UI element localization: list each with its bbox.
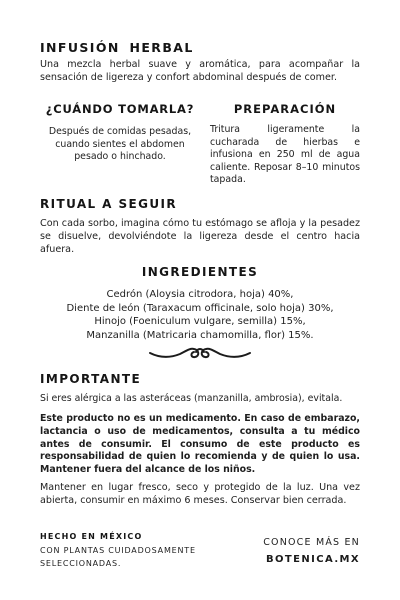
swirl-divider-icon (148, 342, 252, 362)
ritual-heading: RITUAL A SEGUIR (40, 197, 177, 211)
made-in-text: CON PLANTAS CUIDADOSAMENTE SELECCIONADAS. (40, 546, 196, 568)
ritual-text: Con cada sorbo, imagina cómo tu estómago se afloja y la pesadez se disuelve, devolviéndote la ligereza desde el centro hacia afuera. (40, 218, 360, 255)
when-to-take-heading: ¿CUÁNDO TOMARLA? (45, 102, 195, 116)
storage-instructions: Mantener en lugar fresco, seco y protegido de la luz. Una vez abierta, consumir en máximo 6 meses. Conservar bien cerrada. (40, 482, 360, 506)
learn-more-text: CONOCE MÁS EN (263, 537, 360, 548)
allergy-notice: Si eres alérgica a las asteráceas (manzanilla, ambrosia), evitala. (40, 393, 343, 404)
website-link[interactable]: BOTENICA.MX (266, 554, 360, 565)
ingredients-list (0, 288, 400, 342)
ingredient-item: Cedrón (Aloysia citrodora, hoja) 40%, (106, 289, 294, 300)
ingredient-item: Hinojo (Foeniculum vulgare, semilla) 15%, (94, 316, 306, 327)
preparation-heading: PREPARACIÓN (233, 102, 337, 116)
ingredient-item: Manzanilla (Matricaria chamomilla, flor) 15%. (86, 329, 314, 341)
preparation-text: Tritura ligeramente la cucharada de hierbas e infusiona en 250 ml de agua caliente. Reposar 8–10 minutos tapada. (210, 124, 360, 185)
important-heading: IMPORTANTE (40, 372, 142, 386)
ingredients-heading: INGREDIENTES (141, 265, 259, 279)
ingredient-item: Diente de león (Taraxacum officinale, solo hoja) 30%, (66, 302, 334, 314)
medical-warning: Este producto no es un medicamento. En caso de embarazo, lactancia o uso de medicamentos, consulta a tu médico antes de consumir. El consumo de este producto es responsabilidad de quien lo recomienda y de quien lo usa. Mantener fuera del alcance de los niños. (40, 413, 360, 476)
when-to-take-text: Después de comidas pesadas, cuando sientes el abdomen pesado o hinchado. (48, 126, 192, 162)
product-title: INFUSIÓN HERBAL (40, 40, 194, 55)
made-in-heading: HECHO EN MÉXICO (40, 532, 143, 541)
product-description: Una mezcla herbal suave y aromática, para acompañar la sensación de ligereza y confort abdominal después de comer. (40, 59, 360, 83)
